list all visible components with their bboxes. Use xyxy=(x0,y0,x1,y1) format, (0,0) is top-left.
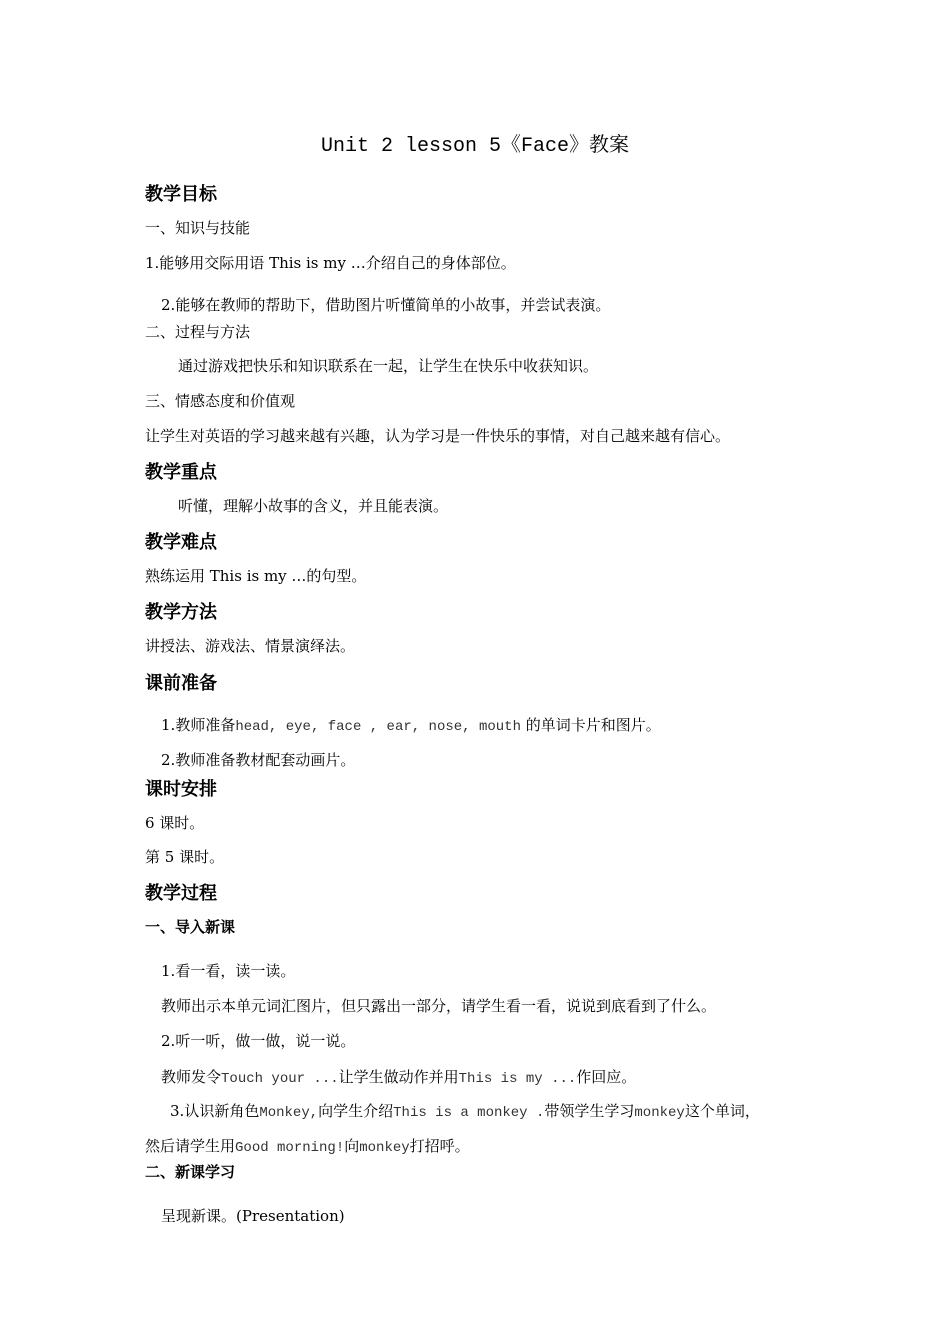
step-3-part-g: 这个单词， xyxy=(684,1102,760,1120)
process-step-1-number: 1. xyxy=(161,962,176,980)
process-step-1-text: 看一看，读一读。 xyxy=(175,962,296,980)
step-2-part-c: 让学生做动作并用 xyxy=(338,1068,459,1086)
step-3-part-j: 向 xyxy=(344,1137,360,1155)
objective-attitude-text: 让学生对英语的学习越来越有兴趣，认为学习是一件快乐的事情，对自己越来越有信心。 xyxy=(145,427,731,445)
schedule-line-1: 6 课时。 xyxy=(145,814,205,832)
process-sub-new-lesson: 二、新课学习 xyxy=(145,1163,236,1181)
step-3-part-d: This is a monkey . xyxy=(393,1105,545,1121)
objective-item-2-number: 2. xyxy=(161,296,176,314)
preparation-item-2-text: 教师准备教材配套动画片。 xyxy=(175,751,356,769)
schedule-line-2: 第 5 课时。 xyxy=(145,848,225,866)
process-step-3-line-1 xyxy=(170,1100,760,1121)
step-3-part-f: monkey xyxy=(634,1105,685,1121)
objectives-sub-process: 二、过程与方法 xyxy=(145,323,251,341)
process-step-2-text: 听一听，做一做，说一说。 xyxy=(175,1032,356,1050)
preparation-item-1-label: 教师准备 xyxy=(175,716,236,734)
process-sub-introduction: 一、导入新课 xyxy=(145,918,236,936)
step-3-part-k: monkey xyxy=(359,1140,410,1156)
section-heading-process: 教学过程 xyxy=(145,883,217,904)
step-3-part-i: Good morning! xyxy=(235,1140,345,1156)
section-heading-objectives: 教学目标 xyxy=(145,184,217,205)
process-step-1-title xyxy=(161,960,295,981)
step-2-part-e: 作回应。 xyxy=(576,1068,637,1086)
process-step-3-line-2 xyxy=(145,1135,470,1156)
objectives-sub-knowledge: 一、知识与技能 xyxy=(145,219,251,237)
objective-item-2 xyxy=(161,294,610,315)
step-2-part-b: Touch your ... xyxy=(221,1071,339,1087)
step-2-part-d: This is my ... xyxy=(458,1071,577,1087)
preparation-item-1-number: 1. xyxy=(161,716,176,734)
preparation-item-1-suffix: 的单词卡片和图片。 xyxy=(520,716,661,734)
step-3-part-l: 打招呼。 xyxy=(409,1137,470,1155)
section-heading-preparation: 课前准备 xyxy=(145,673,217,694)
document-title: Unit 2 lesson 5《Face》教案 xyxy=(320,135,630,158)
process-step-2-number: 2. xyxy=(161,1032,176,1050)
section-heading-methods: 教学方法 xyxy=(145,602,217,623)
step-3-part-h: 然后请学生用 xyxy=(145,1137,236,1155)
objectives-sub-attitude: 三、情感态度和价值观 xyxy=(145,392,296,410)
process-step-2-title xyxy=(161,1030,355,1051)
objective-item-1: 1.能够用交际用语 This is my …介绍自己的身体部位。 xyxy=(145,254,516,272)
methods-text: 讲授法、游戏法、情景演绎法。 xyxy=(145,637,356,655)
step-3-part-e: 带领学生学习 xyxy=(544,1102,635,1120)
step-3-part-c: 向学生介绍 xyxy=(318,1102,394,1120)
process-step-3-number: 3. xyxy=(170,1102,185,1120)
step-3-part-b: Monkey, xyxy=(259,1105,319,1121)
presentation-line xyxy=(161,1205,345,1226)
process-step-1-description: 教师出示本单元词汇图片，但只露出一部分，请学生看一看，说说到底看到了什么。 xyxy=(161,997,717,1015)
preparation-item-1 xyxy=(161,714,661,735)
section-heading-schedule: 课时安排 xyxy=(145,779,217,800)
presentation-label: 呈现新课。 xyxy=(161,1207,237,1225)
difficulties-text: 熟练运用 This is my …的句型。 xyxy=(145,567,367,585)
objective-process-text: 通过游戏把快乐和知识联系在一起，让学生在快乐中收获知识。 xyxy=(178,357,599,375)
preparation-item-1-words: head, eye, face , ear, nose, mouth xyxy=(235,719,521,735)
process-step-2-description xyxy=(161,1066,636,1087)
step-3-part-a: 认识新角色 xyxy=(184,1102,260,1120)
section-heading-key-points: 教学重点 xyxy=(145,462,217,483)
step-2-part-a: 教师发令 xyxy=(161,1068,222,1086)
section-heading-difficulties: 教学难点 xyxy=(145,532,217,553)
objective-item-2-text: 能够在教师的帮助下，借助图片听懂简单的小故事，并尝试表演。 xyxy=(175,296,611,314)
preparation-item-2 xyxy=(161,749,355,770)
presentation-english: (Presentation) xyxy=(236,1207,345,1225)
preparation-item-2-number: 2. xyxy=(161,751,176,769)
key-points-text: 听懂，理解小故事的含义，并且能表演。 xyxy=(178,497,449,515)
